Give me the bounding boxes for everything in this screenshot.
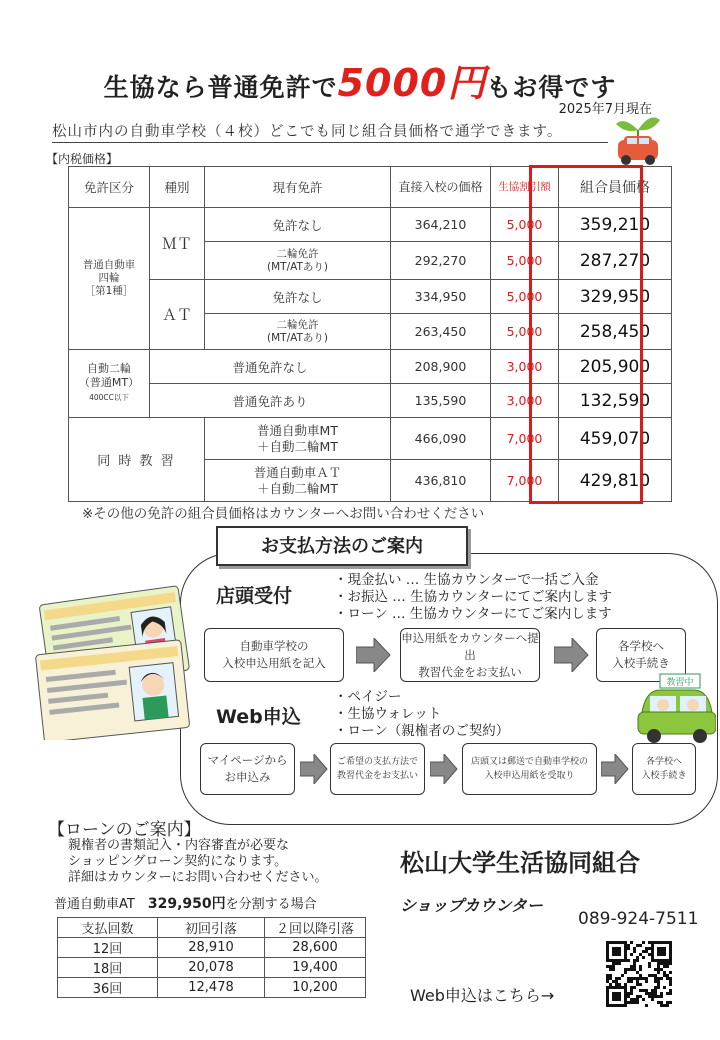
web-step-2: ご希望の支払方法で 教習代金をお支払い bbox=[330, 743, 425, 795]
current-license: 免許なし bbox=[205, 208, 391, 242]
member-price: 132,590 bbox=[559, 384, 672, 418]
list-item: ・現金払い … 生協カウンターで一括ご入金 bbox=[334, 572, 599, 588]
direct-price: 364,210 bbox=[391, 208, 491, 242]
direct-price: 436,810 bbox=[391, 460, 491, 502]
discount: 3,000 bbox=[491, 384, 559, 418]
seedling-car-icon bbox=[612, 108, 664, 166]
arrow-right-icon bbox=[300, 754, 328, 784]
payment-heading: お支払方法のご案内 bbox=[216, 526, 468, 566]
member-price: 459,070 bbox=[559, 418, 672, 460]
current-license: 普通免許あり bbox=[150, 384, 391, 418]
header-direct-price: 直接入校の価格 bbox=[391, 167, 491, 208]
direct-price: 135,590 bbox=[391, 384, 491, 418]
arrow-right-icon bbox=[554, 638, 590, 672]
header-current-license: 現有免許 bbox=[205, 167, 391, 208]
discount: 5,000 bbox=[491, 242, 559, 280]
table-row: 36回 12,478 10,200 bbox=[58, 978, 366, 998]
discount: 7,000 bbox=[491, 418, 559, 460]
header-discount: 生協割引額 bbox=[491, 167, 559, 208]
subtitle: 松山市内の自動車学校（４校）どこでも同じ組合員価格で通学できます。 bbox=[52, 120, 608, 143]
group-car: 普通自動車 四輪 ［第1種］ bbox=[69, 208, 150, 350]
header-license-type: 免許区分 bbox=[69, 167, 150, 208]
discount: 7,000 bbox=[491, 460, 559, 502]
loan-table bbox=[57, 917, 366, 998]
discount: 5,000 bbox=[491, 280, 559, 314]
member-price-highlight bbox=[529, 165, 643, 504]
table-row: 18回 20,078 19,400 bbox=[58, 958, 366, 978]
header-member-price: 組合員価格 bbox=[559, 167, 672, 208]
group-motorcycle: 自動二輪 （普通MT） 400CC以下 bbox=[69, 350, 150, 418]
current-license: 免許なし bbox=[205, 280, 391, 314]
web-step-4: 各学校へ 入校手続き bbox=[632, 743, 696, 795]
current-license: 二輪免許 (MT/ATあり) bbox=[205, 314, 391, 350]
direct-price: 334,950 bbox=[391, 280, 491, 314]
current-license: 普通免許なし bbox=[150, 350, 391, 384]
list-item: ・ペイジー bbox=[334, 689, 402, 705]
member-price: 329,950 bbox=[559, 280, 672, 314]
loan-plan: 普通自動車AT 329,950円を分割する場合 bbox=[54, 896, 317, 912]
list-item: ・お振込 … 生協カウンターにてご案内します bbox=[334, 589, 613, 605]
header-installments: 支払回数 bbox=[58, 918, 158, 938]
member-price: 429,810 bbox=[559, 460, 672, 502]
member-price: 287,270 bbox=[559, 242, 672, 280]
discount: 3,000 bbox=[491, 350, 559, 384]
web-step-3: 店頭又は郵送で自動車学校の 入校申込用紙を受取り bbox=[462, 743, 597, 795]
current-license: 二輪免許 (MT/ATあり) bbox=[205, 242, 391, 280]
store-bullets bbox=[334, 572, 612, 623]
store-heading: 店頭受付 bbox=[216, 585, 293, 607]
arrow-right-icon bbox=[430, 754, 458, 784]
list-item: ・生協ウォレット bbox=[334, 706, 442, 722]
member-price: 359,210 bbox=[559, 208, 672, 242]
arrow-right-icon bbox=[601, 754, 629, 784]
phone-number: 089-924-7511 bbox=[578, 909, 699, 929]
qr-code-icon[interactable] bbox=[606, 941, 672, 1007]
organization-name: 松山大学生活協同組合 bbox=[400, 849, 640, 877]
store-step-3: 各学校へ 入校手続き bbox=[596, 628, 686, 682]
web-apply-link[interactable]: Web申込はこちら→ bbox=[410, 986, 555, 1005]
direct-price: 466,090 bbox=[391, 418, 491, 460]
counter-name: ショップカウンター bbox=[400, 896, 543, 915]
price-note: ※その他の免許の組合員価格はカウンターへお問い合わせください bbox=[82, 506, 485, 522]
category-at: ＡＴ bbox=[150, 280, 205, 350]
web-bullets bbox=[334, 689, 509, 740]
discount: 5,000 bbox=[491, 314, 559, 350]
current-license: 普通自動車ＡＴ ＋自動二輪MT bbox=[205, 460, 391, 502]
license-card-illustration bbox=[34, 575, 194, 740]
svg-text:教習中: 教習中 bbox=[666, 678, 694, 688]
arrow-right-icon bbox=[356, 638, 392, 672]
header-category: 種別 bbox=[150, 167, 205, 208]
category-mt: ＭＴ bbox=[150, 208, 205, 280]
table-header-row bbox=[58, 918, 366, 938]
driving-car-illustration bbox=[636, 672, 716, 744]
loan-description: 親権者の書類記入・内容審査が必要な ショッピングローン契約になります。 詳細はカウンターにお問い合わせください。 bbox=[68, 838, 328, 885]
web-step-1: マイページから お申込み bbox=[200, 743, 295, 795]
web-heading: Web申込 bbox=[216, 706, 301, 728]
store-step-2: 申込用紙をカウンターへ提出 教習代金をお支払い bbox=[400, 628, 540, 682]
member-price: 258,450 bbox=[559, 314, 672, 350]
direct-price: 263,450 bbox=[391, 314, 491, 350]
list-item: ・ローン（親権者のご契約） bbox=[334, 723, 510, 739]
member-price: 205,900 bbox=[559, 350, 672, 384]
header-subsequent-payment: ２回以降引落 bbox=[265, 918, 366, 938]
loan-heading: 【ローンのご案内】 bbox=[48, 820, 201, 840]
header-first-payment: 初回引落 bbox=[158, 918, 265, 938]
group-combo: 同 時 教 習 bbox=[69, 418, 205, 502]
page-title: 生協なら普通免許で5000円もお得です bbox=[103, 61, 617, 105]
store-step-1: 自動車学校の 入校申込用紙を記入 bbox=[204, 628, 344, 682]
discount: 5,000 bbox=[491, 208, 559, 242]
list-item: ・ローン … 生協カウンターにてご案内します bbox=[334, 606, 612, 622]
tax-label: 【内税価格】 bbox=[46, 152, 119, 166]
direct-price: 208,900 bbox=[391, 350, 491, 384]
current-license: 普通自動車MT ＋自動二輪MT bbox=[205, 418, 391, 460]
direct-price: 292,270 bbox=[391, 242, 491, 280]
date-label: 2025年7月現在 bbox=[558, 102, 652, 117]
table-row: 12回 28,910 28,600 bbox=[58, 938, 366, 958]
